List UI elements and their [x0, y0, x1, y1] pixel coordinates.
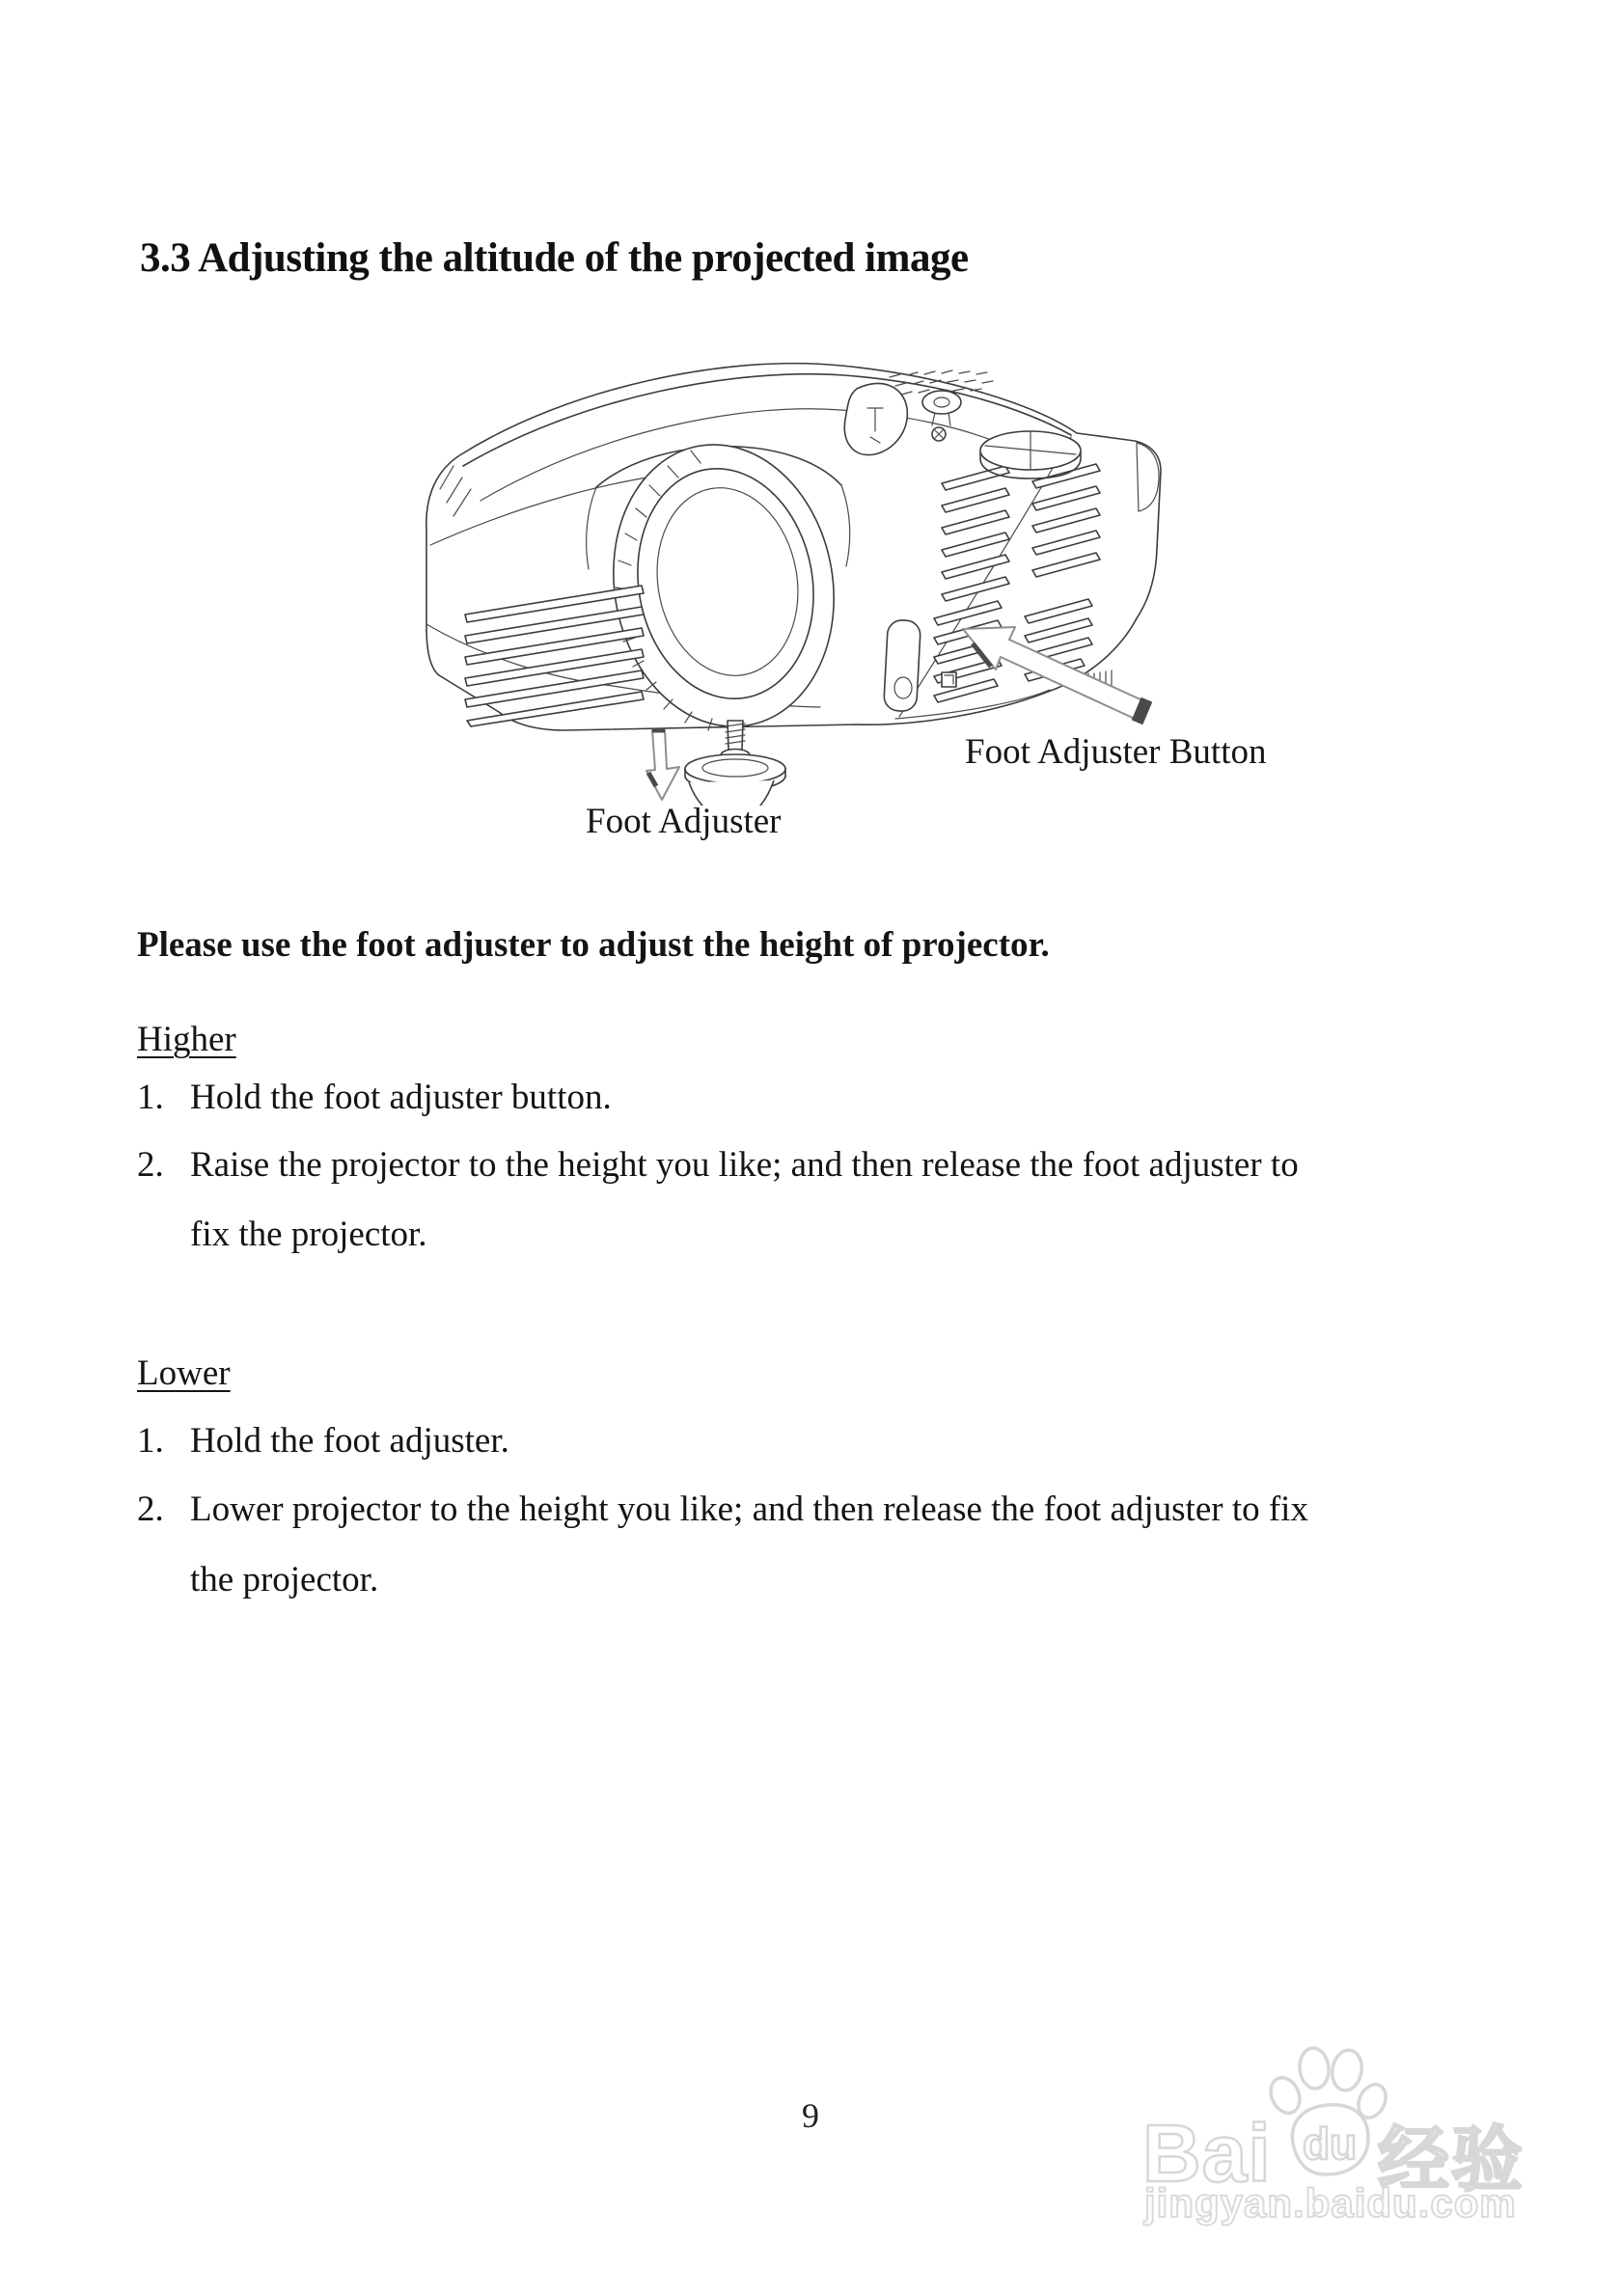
list-item [137, 1077, 612, 1119]
list-text-continued: fix the projector. [190, 1215, 427, 1254]
label-foot-adjuster-button: Foot Adjuster Button [965, 732, 1267, 772]
foot-adjuster [685, 721, 785, 806]
list-text: Lower projector to the height you like; and then release the foot adjuster to fix [190, 1490, 1308, 1529]
list-text: Hold the foot adjuster. [190, 1421, 509, 1461]
heading-lower: Lower [137, 1353, 231, 1393]
list-number: 1. [137, 1078, 164, 1117]
intro-line: Please use the foot adjuster to adjust the height of projector. [137, 925, 1050, 965]
section-title: 3.3 Adjusting the altitude of the projected image [140, 235, 969, 281]
list-text: Raise the projector to the height you like; and then release the foot adjuster to [190, 1145, 1299, 1185]
baidu-jingyan-watermark [1140, 2043, 1546, 2236]
watermark-jingyan-text: 经验 [1378, 2119, 1525, 2200]
label-foot-adjuster: Foot Adjuster [586, 802, 782, 841]
list-item [137, 1420, 509, 1462]
watermark-du-text: du [1303, 2118, 1358, 2169]
list-number: 1. [137, 1421, 164, 1461]
list-item [137, 1489, 1308, 1531]
list-item [137, 1144, 1299, 1187]
down-arrow [646, 730, 679, 800]
watermark-url: jingyan.baidu.com [1144, 2180, 1517, 2226]
watermark-logo-row [1140, 2043, 1546, 2200]
baidu-paw-icon [1264, 2045, 1387, 2186]
heading-higher: Higher [137, 1020, 236, 1059]
list-number: 2. [137, 1145, 164, 1185]
list-number: 2. [137, 1490, 164, 1529]
watermark-bai-text: Bai [1142, 2108, 1272, 2199]
list-text-continued: the projector. [190, 1560, 379, 1599]
list-text: Hold the foot adjuster button. [190, 1078, 612, 1117]
page-number: 9 [802, 2096, 819, 2135]
